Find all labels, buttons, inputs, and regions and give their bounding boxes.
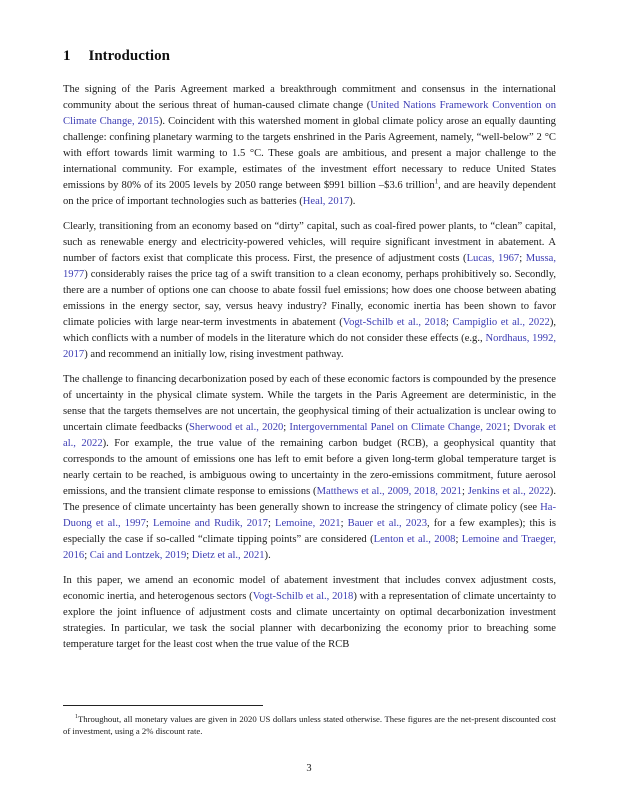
body-text: In this paper, we amend an economic model of abatement investment that includes convex adjustment costs, economic inertia, and heterogenous sectors ( <box>63 575 556 603</box>
body-text: ) considerably raises the price tag of a swift transition to a clean economy, perhaps prohibitively so. Secondly, there are a number of options one can choose to abate fossil fuel emissions; how does one choose between abating emissions in the energy sector, say, versus heavy industry? Finally, economic inertia has been shown to favor climate policies with large near-term investments in abatement ( <box>63 269 556 329</box>
citation-link[interactable]: Dvorak et al., 2022 <box>63 422 556 450</box>
citation-link[interactable]: Vogt-Schilb et al., 2018 <box>342 317 446 329</box>
citation-link[interactable]: Lemoine, 2021 <box>274 518 341 530</box>
page-number: 3 <box>306 763 312 774</box>
body-text: ) with a representation of climate uncertainty to explore the joint influence of adjustment costs and climate uncertainty on optimal decarbonization investment strategies. In particular, we task the social planner with decarbonizing the economy prior to breaching some temperature target for the least cost when the true value of the RCB <box>63 591 556 651</box>
body-text: ; <box>445 317 453 329</box>
footnote <box>63 713 556 737</box>
body-text: ). The presence of climate uncertainty has been generally shown to increase the stringency of climate policy (see <box>63 486 556 514</box>
paragraphs <box>63 82 556 653</box>
citation-link[interactable]: Lemoine and Rudik, 2017 <box>152 518 268 530</box>
body-text: ; <box>283 422 290 434</box>
citation-link[interactable]: Cai and Lontzek, 2019 <box>89 550 187 562</box>
body-text: ) and recommend an initially low, rising investment pathway. <box>84 349 344 361</box>
body-text: ; <box>84 550 90 562</box>
body-text: ). For example, the true value of the remaining carbon budget (RCB), a geophysical quantity that corresponds to the amount of emissions one has left to emit before a given long-term global temperature target is nearly certain to be reached, is ambiguous owing to uncertainty in the zero-emissions commitment, future aerosol emissions, and the transient climate response to emissions ( <box>63 438 556 498</box>
paragraph <box>63 573 556 653</box>
citation-link[interactable]: Dietz et al., 2021 <box>191 550 265 562</box>
citation-link[interactable]: Bauer et al., 2023 <box>347 518 427 530</box>
citation-link[interactable]: United Nations Framework Convention on Climate Change, 2015 <box>63 100 557 128</box>
body-text: ; <box>340 518 348 530</box>
citation-link[interactable]: Intergovernmental Panel on Climate Change, 2021 <box>289 422 508 434</box>
citation-link[interactable]: Mussa, 1977 <box>63 253 556 281</box>
citation-link[interactable]: Heal, 2017 <box>302 196 350 208</box>
body-text: ), which conflicts with a number of models in the literature which do not consider these effects (e.g., <box>63 317 557 345</box>
citation-link[interactable]: Lucas, 1967 <box>466 253 520 265</box>
citation-link[interactable]: Campiglio et al., 2022 <box>452 317 550 329</box>
body-text: ). Coincident with this watershed moment in global climate policy arose an equally daunting challenge: confining planetary warming to the targets enshrined in the Paris Agreement, namely, “well-below” 2 °C with effort towards limit warming to 1.5 °C. These goals are ambitious, and present a major challenge to the international community. For example, estimates of the investment effort necessary to reduce United States emissions by 80% of its 2005 levels by 2050 range between $991 billion –$3.6 trillion <box>63 116 556 192</box>
footnote-reference[interactable]: 1 <box>434 177 439 186</box>
body-text: ). <box>264 550 271 562</box>
body-text: ). <box>349 196 356 208</box>
section-number: 1 <box>63 48 71 64</box>
paragraph <box>63 82 556 210</box>
citation-link[interactable]: Vogt-Schilb et al., 2018 <box>252 591 354 603</box>
citation-link[interactable]: Matthews et al., 2009, 2018, 2021 <box>316 486 462 498</box>
footnote-marker: 1 <box>75 714 78 721</box>
body-text: ; <box>267 518 275 530</box>
body-text: ; <box>455 534 462 546</box>
body-text: ; <box>461 486 468 498</box>
footnote-text: Throughout, all monetary values are given in 2020 US dollars unless stated otherwise. These figures are the net-present discounted cost of investment, using a 2% discount rate. <box>63 714 556 736</box>
body-text: Clearly, transitioning from an economy based on “dirty” capital, such as coal-fired power plants, to “clean” capital, such as renewable energy and electricity-powered vehicles, will require significant investment in abatement. A number of factors exist that complicate this process. First, the presence of adjustment costs ( <box>63 221 556 265</box>
citation-link[interactable]: Ha-Duong et al., 1997 <box>63 502 556 530</box>
citation-link[interactable]: Jenkins et al., 2022 <box>467 486 550 498</box>
section-title: Introduction <box>88 48 170 64</box>
paragraph <box>63 219 556 363</box>
body-text: ; <box>507 422 514 434</box>
citation-link[interactable]: Lenton et al., 2008 <box>373 534 456 546</box>
paragraph <box>63 372 556 564</box>
citation-link[interactable]: Lemoine and Traeger, 2016 <box>63 534 556 562</box>
body-text: ; <box>186 550 192 562</box>
section-heading <box>63 48 556 65</box>
text-column <box>63 48 556 653</box>
body-text: ; <box>519 253 526 265</box>
body-text: , for a few examples); this is especially the case if so-called “climate tipping points” are considered ( <box>63 518 557 546</box>
citation-link[interactable]: Sherwood et al., 2020 <box>189 422 284 434</box>
footnote-block <box>63 705 556 737</box>
body-text: The signing of the Paris Agreement marked a breakthrough commitment and consensus in the international community about the serious threat of human-caused climate change ( <box>63 84 556 112</box>
body-text: The challenge to financing decarbonization posed by each of these economic factors is compounded by the presence of uncertainty in the physical climate system. While the targets in the Paris Agreement are deterministic, in the sense that the targets themselves are not uncertain, the geophysical timing of their actualization is unclear owing to uncertain climate feedbacks ( <box>63 374 557 434</box>
citation-link[interactable]: Nordhaus, 1992, 2017 <box>63 333 557 361</box>
body-text: , and are heavily dependent on the price of important technologies such as batteries ( <box>63 180 556 208</box>
body-text: ; <box>145 518 153 530</box>
footnote-rule <box>63 705 263 706</box>
